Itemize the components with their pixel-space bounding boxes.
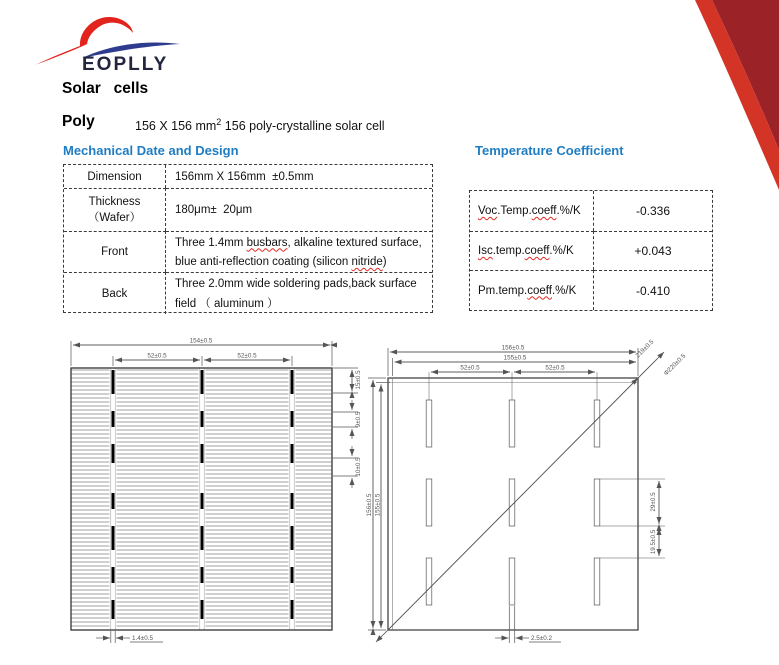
- mech-row-thickness-label: Thickness （Wafer）: [64, 188, 166, 231]
- dimension-lines: [368, 348, 665, 643]
- svg-text:219±0.5: 219±0.5: [634, 338, 656, 360]
- product-type-label: Poly: [62, 113, 95, 130]
- temperature-section-heading: Temperature Coefficient: [475, 143, 624, 158]
- product-description-pre: 156 X 156 mm: [135, 119, 217, 134]
- temp-row-isc-label: Isc.temp.coeff.%/K: [470, 231, 594, 271]
- svg-text:154±0.5: 154±0.5: [189, 337, 213, 345]
- product-description-sup: 2: [216, 117, 222, 127]
- mech-row-front-label: Front: [64, 231, 166, 272]
- corner-decoration: [669, 0, 779, 200]
- svg-text:1.4±0.5: 1.4±0.5: [132, 635, 153, 642]
- svg-text:52±0.5: 52±0.5: [237, 352, 257, 360]
- temp-row-isc-value: +0.043: [594, 231, 712, 271]
- svg-text:10±0.5: 10±0.5: [355, 457, 362, 477]
- temp-row-pm-label: Pm.temp.coeff.%/K: [470, 270, 594, 310]
- mech-row-front-value: Three 1.4mm busbars, alkaline textured surface, blue anti-reflection coating (silicon nitride): [166, 231, 432, 272]
- soldering-pads: [426, 400, 600, 605]
- temp-row-voc-label: Voc.Temp.coeff.%/K: [470, 191, 594, 231]
- front-side-drawing: [30, 330, 390, 665]
- mechanical-section-heading: Mechanical Date and Design: [63, 143, 239, 158]
- svg-text:9±0.5: 9±0.5: [355, 411, 362, 428]
- svg-text:19.5±0.5: 19.5±0.5: [650, 529, 657, 555]
- svg-text:156±0.5: 156±0.5: [501, 344, 525, 352]
- svg-text:2.5±0.2: 2.5±0.2: [531, 635, 552, 642]
- temp-row-pm-value: -0.410: [594, 270, 712, 310]
- mech-row-back-value: Three 2.0mm wide soldering pads,back surface field （ aluminum ）: [166, 272, 432, 314]
- temperature-table: [469, 190, 713, 311]
- logo-brand-text: EOPLLY: [82, 54, 169, 74]
- svg-text:15±0.5: 15±0.5: [355, 370, 362, 390]
- mech-row-dimension-value: 156mm X 156mm ±0.5mm: [175, 170, 314, 183]
- svg-text:52±0.5: 52±0.5: [545, 364, 565, 372]
- svg-text:155±0.5: 155±0.5: [503, 354, 527, 362]
- svg-text:155±0.5: 155±0.5: [374, 493, 382, 517]
- page-title: Solar cells: [62, 80, 149, 97]
- svg-text:52±0.5: 52±0.5: [147, 352, 167, 360]
- mech-row-dimension-label: Dimension: [64, 165, 166, 188]
- svg-text:52±0.5: 52±0.5: [460, 364, 480, 372]
- product-description-post: 156 poly-crystalline solar cell: [221, 119, 385, 134]
- back-side-drawing: [360, 330, 779, 665]
- svg-text:Φ220±0.5: Φ220±0.5: [662, 352, 688, 378]
- svg-text:29±0.5: 29±0.5: [650, 492, 657, 512]
- mech-row-back-label: Back: [64, 272, 166, 314]
- temp-row-voc-value: -0.336: [635, 203, 671, 218]
- product-description: [135, 117, 385, 133]
- eoplly-logo: [32, 6, 182, 74]
- mechanical-table: [63, 164, 433, 313]
- mech-row-thickness-value: 180μm± 20μm: [166, 188, 432, 231]
- svg-text:156±0.5: 156±0.5: [366, 493, 373, 517]
